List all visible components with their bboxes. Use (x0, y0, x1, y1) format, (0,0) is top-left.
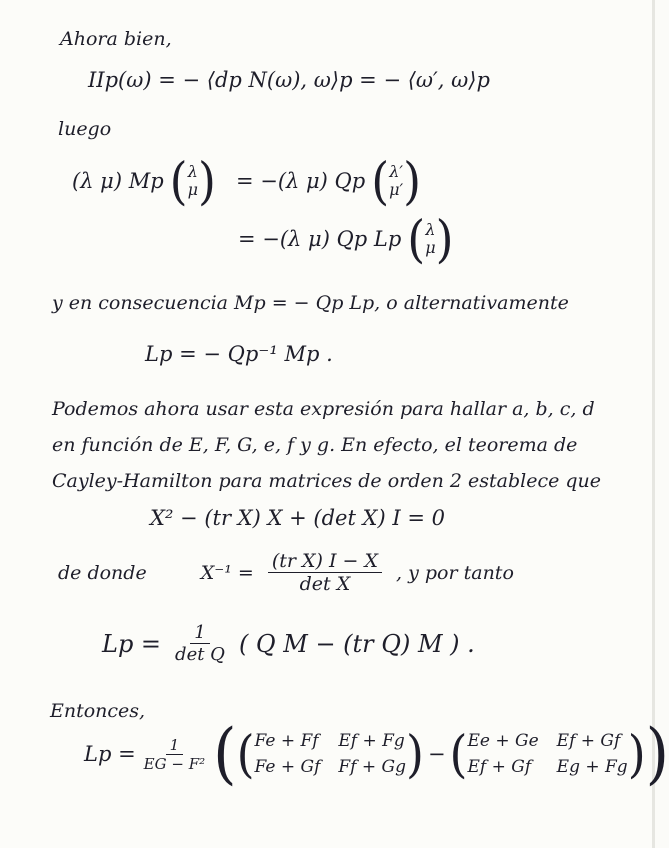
matrix-1-grid (255, 731, 406, 777)
fraction-denominator: det X (299, 573, 351, 595)
text-line-consecuencia: y en consecuencia Mp = − Qp Lp, o alternativamente (52, 292, 569, 314)
vector-top: λ (425, 220, 436, 239)
equation-row-2-body: = −(λ μ) Qp Lp (238, 227, 402, 251)
equation-final (84, 715, 669, 793)
lp-rhs: ( Q M − (tr Q) M ) . (238, 629, 475, 658)
outer-matrix-bracket (213, 715, 669, 793)
matrix-1 (236, 724, 424, 784)
left-paren: ( (213, 715, 237, 793)
text-line-podemos: Podemos ahora usar esta expresión para hallar a, b, c, d (52, 398, 595, 420)
right-paren: ) (405, 724, 424, 784)
fraction-denominator: det Q (175, 644, 225, 665)
text-de-donde: de donde (58, 561, 147, 584)
fraction-numerator: 1 (190, 622, 209, 644)
fraction-denominator: EG − F² (143, 754, 206, 773)
matrix-cell: Eg + Fg (556, 757, 628, 777)
equation-row-1-left: (λ μ) Mp (72, 169, 164, 193)
vector-bottom: μ (425, 238, 436, 257)
matrix-2-grid (468, 731, 628, 777)
lp-fraction (171, 622, 229, 665)
vector-top: λ (187, 162, 198, 181)
right-paren: ) (198, 151, 216, 211)
text-line-en-funcion: en función de E, F, G, e, f y g. En efecto, el teorema de (52, 434, 578, 456)
final-lhs: Lp = (84, 742, 136, 766)
right-paren: ) (403, 151, 422, 211)
equation-lp-formula (102, 622, 475, 665)
final-fraction (140, 736, 209, 773)
text-line-ahora-bien: Ahora bien, (60, 28, 172, 50)
fraction-numerator: (tr X) I − X (268, 550, 382, 573)
matrix-2 (449, 724, 646, 784)
equation-lp: Lp = − Qp⁻¹ Mp . (145, 342, 333, 366)
vector-top: λ′ (389, 162, 404, 181)
lp-lhs: Lp = (102, 629, 162, 658)
matrix-cell: Fe + Gf (254, 757, 321, 777)
equation-row-2 (238, 209, 454, 269)
right-paren: ) (627, 724, 646, 784)
matrix-cell: Fe + Ff (254, 731, 319, 751)
left-paren: ( (236, 724, 255, 784)
vector-lambda-mu-2 (407, 209, 454, 269)
equation-cayley-hamilton: X² − (tr X) X + (det X) I = 0 (150, 506, 445, 530)
inverse-fraction (268, 550, 382, 595)
left-paren: ( (449, 724, 468, 784)
left-paren: ( (407, 209, 426, 269)
matrix-cell: Ff + Gg (338, 757, 406, 777)
left-paren: ( (371, 151, 390, 211)
minus-sign: − (427, 742, 446, 766)
right-paren: ) (645, 715, 669, 793)
text-line-luego: luego (58, 118, 112, 140)
matrix-cell: Ef + Gf (467, 757, 532, 777)
vector-lambda-mu (169, 151, 216, 211)
left-paren: ( (169, 151, 188, 211)
vector-lambda-mu-prime (371, 151, 422, 211)
inverse-lhs: X⁻¹ = (200, 561, 254, 584)
text-line-cayley: Cayley-Hamilton para matrices de orden 2 establece que (52, 470, 602, 492)
equation-inverse-row (58, 550, 514, 595)
equation-second-fundamental-form: IIp(ω) = − ⟨dp N(ω), ω⟩p = − ⟨ω′, ω⟩p (88, 68, 490, 92)
fraction-numerator: 1 (166, 736, 184, 755)
matrix-cell: Ee + Ge (467, 731, 539, 751)
right-paren: ) (435, 209, 454, 269)
text-y-por-tanto: , y por tanto (396, 561, 514, 584)
matrix-cell: Ef + Gf (556, 731, 621, 751)
matrix-cell: Ef + Fg (338, 731, 405, 751)
equation-row-1-right: = −(λ μ) Qp (235, 169, 366, 193)
vector-bottom: μ (187, 180, 198, 199)
vector-bottom: μ′ (389, 180, 404, 199)
text-line-entonces: Entonces, (50, 700, 146, 722)
equation-row-1 (72, 151, 422, 211)
